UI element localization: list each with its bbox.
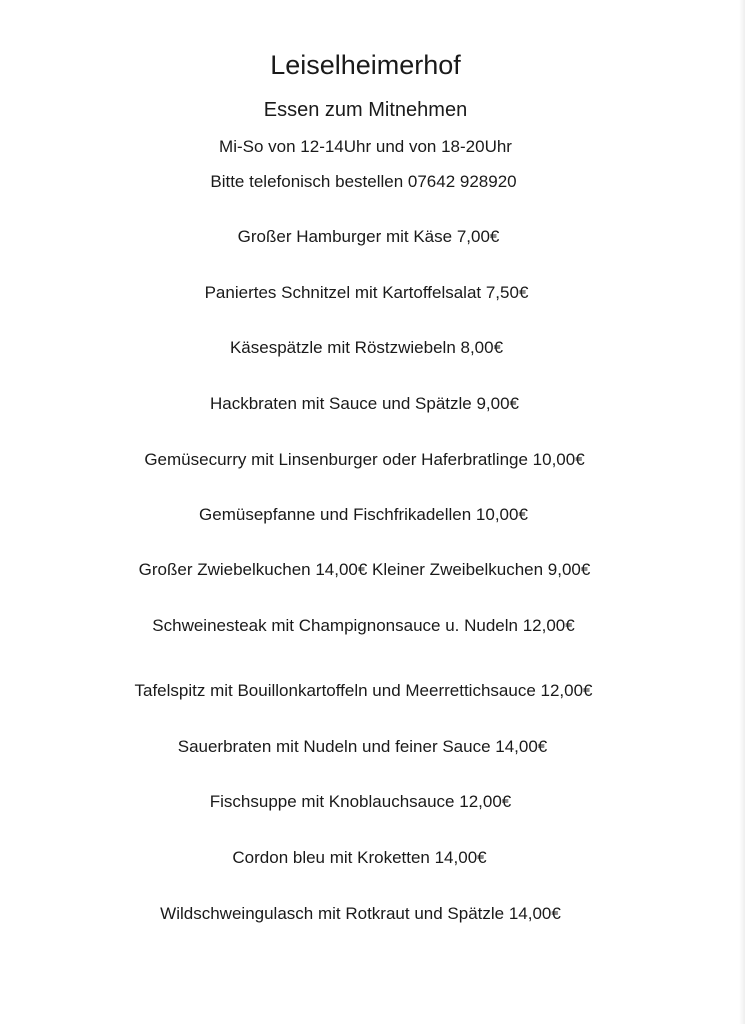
menu-item: Wildschweingulasch mit Rotkraut und Spätzle 14,00€ [160,904,561,923]
menu-item: Sauerbraten mit Nudeln und feiner Sauce 14,00€ [177,737,548,756]
menu-item: Hackbraten mit Sauce und Spätzle 9,00€ [209,394,520,413]
menu-item: Gemüsecurry mit Linsenburger oder Haferbratlinge 10,00€ [144,450,585,469]
scan-edge-shadow [739,0,745,1024]
menu-item: Großer Hamburger mit Käse 7,00€ [237,227,500,246]
menu-item: Tafelspitz mit Bouillonkartoffeln und Meerrettichsauce 12,00€ [134,681,593,700]
order-phone-line: Bitte telefonisch bestellen 07642 928920 [210,172,517,191]
menu-item: Paniertes Schnitzel mit Kartoffelsalat 7,50€ [204,283,529,302]
takeaway-heading: Essen zum Mitnehmen [263,99,468,121]
menu-item: Großer Zwiebelkuchen 14,00€ Kleiner Zweibelkuchen 9,00€ [138,560,591,579]
menu-item: Schweinesteak mit Champignonsauce u. Nudeln 12,00€ [152,616,575,635]
menu-item: Käsespätzle mit Röstzwiebeln 8,00€ [229,338,504,357]
opening-hours: Mi-So von 12-14Uhr und von 18-20Uhr [219,137,512,156]
restaurant-name: Leiselheimerhof [270,50,461,80]
menu-item: Cordon bleu mit Kroketten 14,00€ [232,848,487,867]
menu-item: Gemüsepfanne und Fischfrikadellen 10,00€ [199,505,528,524]
menu-item: Fischsuppe mit Knoblauchsauce 12,00€ [209,792,512,811]
